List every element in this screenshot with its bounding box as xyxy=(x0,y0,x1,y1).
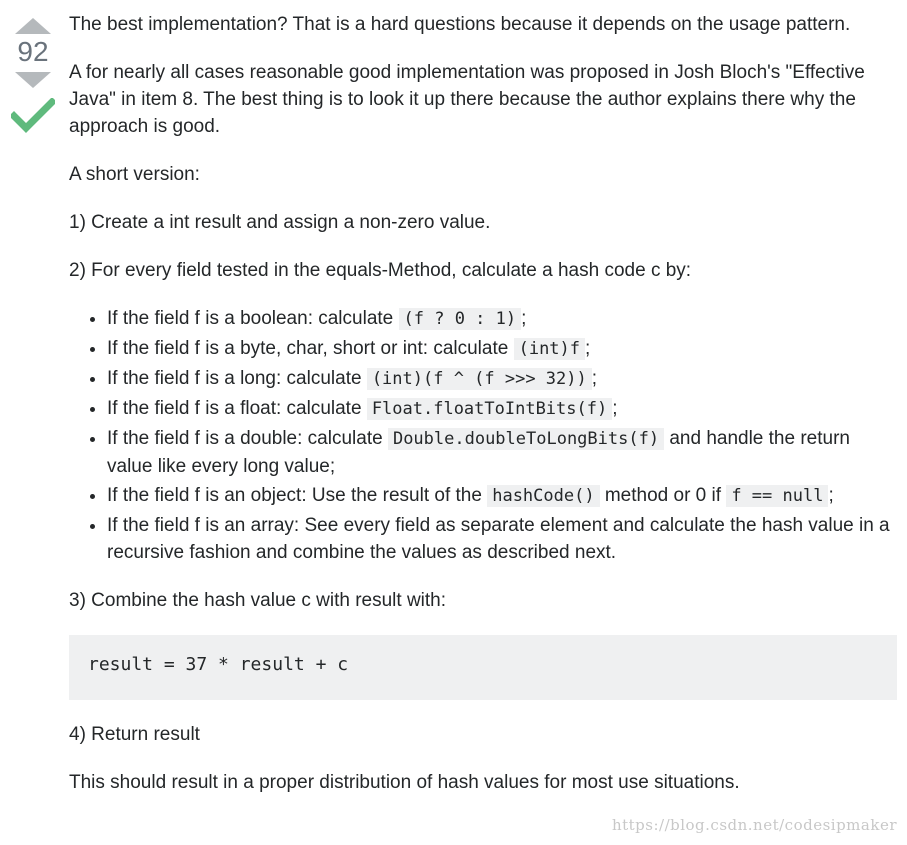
list-item: • If the field f is a float: calculate Float.floatToIntBits(f) ; xyxy=(107,395,897,423)
list-item: • If the field f is an array: See every field as separate element and calculate the hash value in a recursive fashion and combine the values as described next. xyxy=(107,512,897,566)
accepted-checkmark-icon xyxy=(11,98,55,134)
short-version-label: A short version: xyxy=(69,164,200,185)
inline-code: f == null xyxy=(726,485,828,507)
inline-code: hashCode() xyxy=(487,485,599,507)
code-block: result = 37 * result + c xyxy=(69,635,897,700)
vote-cell xyxy=(8,14,58,134)
hash-rules-list xyxy=(69,305,897,566)
step-4: 4) Return result xyxy=(69,724,200,745)
intro-paragraph: The best implementation? That is a hard questions because it depends on the usage pattern. xyxy=(69,14,851,35)
list-item: • If the field f is an object: Use the result of the hashCode() method or 0 if f == null ; xyxy=(107,482,897,510)
step-1: 1) Create a int result and assign a non-zero value. xyxy=(69,212,491,233)
reference-paragraph: A for nearly all cases reasonable good implementation was proposed in Josh Bloch's "Effective Java" in item 8. The best thing is to look it up there because the author explains there why the approach is good. xyxy=(69,62,865,137)
inline-code: Float.floatToIntBits(f) xyxy=(367,398,612,420)
answer-body xyxy=(69,11,897,817)
step-2: 2) For every field tested in the equals-Method, calculate a hash code c by: xyxy=(69,260,692,281)
downvote-arrow-icon[interactable] xyxy=(15,72,51,88)
vote-count: 92 xyxy=(17,36,49,67)
inline-code: Double.doubleToLongBits(f) xyxy=(388,428,664,450)
list-item: • If the field f is a double: calculate Double.doubleToLongBits(f) and handle the return value like every long value; xyxy=(107,425,897,480)
list-item: • If the field f is a boolean: calculate (f ? 0 : 1) ; xyxy=(107,305,897,333)
conclusion-paragraph: This should result in a proper distribution of hash values for most use situations. xyxy=(69,772,740,793)
watermark: https://blog.csdn.net/codesipmaker xyxy=(611,816,897,834)
inline-code: (int)f xyxy=(514,338,585,360)
step-3: 3) Combine the hash value c with result with: xyxy=(69,590,447,611)
upvote-arrow-icon[interactable] xyxy=(15,18,51,34)
inline-code: (f ? 0 : 1) xyxy=(399,308,522,330)
list-item: • If the field f is a long: calculate (int)(f ^ (f >>> 32)) ; xyxy=(107,365,897,393)
inline-code: (int)(f ^ (f >>> 32)) xyxy=(367,368,592,390)
list-item: • If the field f is a byte, char, short or int: calculate (int)f ; xyxy=(107,335,897,363)
